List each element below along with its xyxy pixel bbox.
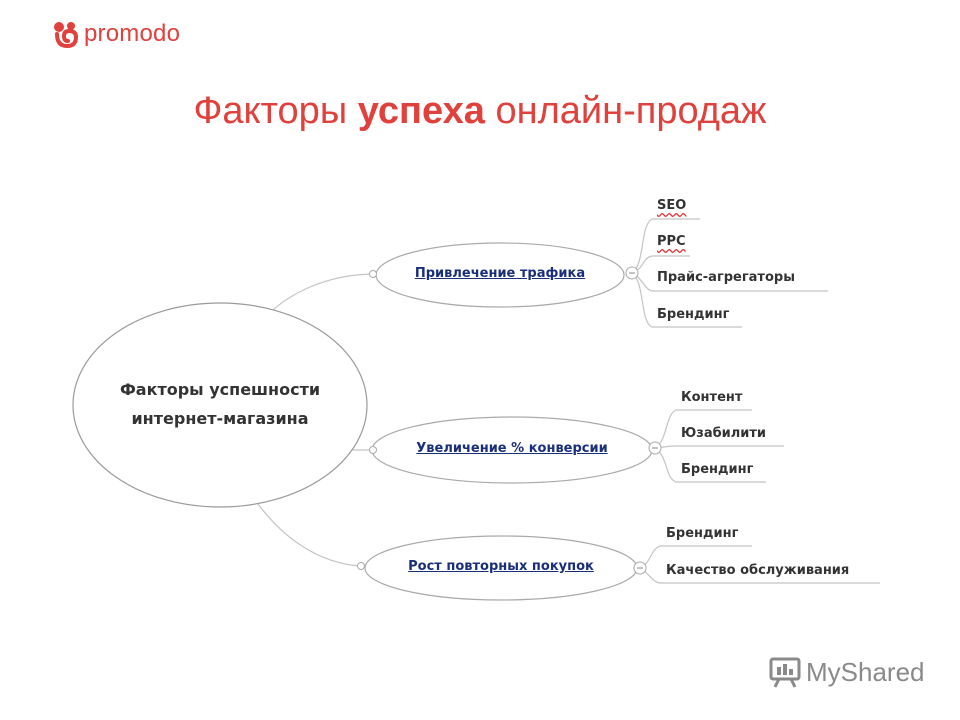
branch-label-1[interactable]: Привлечение трафика xyxy=(414,266,586,281)
presentation-board-icon xyxy=(768,656,802,688)
title-part-2: онлайн-продаж xyxy=(484,90,767,132)
watermark-text: MyShared xyxy=(806,656,925,687)
branch-3-anchor-circle xyxy=(358,563,365,570)
myshared-watermark xyxy=(768,656,925,688)
leaf-price-aggregators: Прайс-агрегаторы xyxy=(657,270,795,285)
title-part-1: Факторы xyxy=(193,90,358,132)
leaf-seo: SEO xyxy=(657,198,687,213)
branch-label-3[interactable]: Рост повторных покупок xyxy=(408,559,594,574)
title-bold-word: успеха xyxy=(357,90,485,132)
brand-name: promodo xyxy=(84,20,181,47)
leaf-branding-1: Брендинг xyxy=(657,307,730,322)
leaf-content: Контент xyxy=(681,390,743,405)
leaf-ppc: PPC xyxy=(657,234,686,249)
branch-label-2[interactable]: Увеличение % конверсии xyxy=(416,441,608,456)
leaf-service-quality: Качество обслуживания xyxy=(666,563,850,578)
collapse-toggle-1 xyxy=(626,267,638,279)
leaf-branding-2: Брендинг xyxy=(681,462,754,477)
root-label-line-1: Факторы успешности xyxy=(119,380,321,399)
root-node-label xyxy=(80,375,360,433)
root-label-line-2: интернет-магазина xyxy=(131,409,309,428)
connector-3 xyxy=(258,504,360,566)
leaf-branding-3: Брендинг xyxy=(666,526,739,541)
leaf-usability: Юзабилити xyxy=(681,426,767,441)
